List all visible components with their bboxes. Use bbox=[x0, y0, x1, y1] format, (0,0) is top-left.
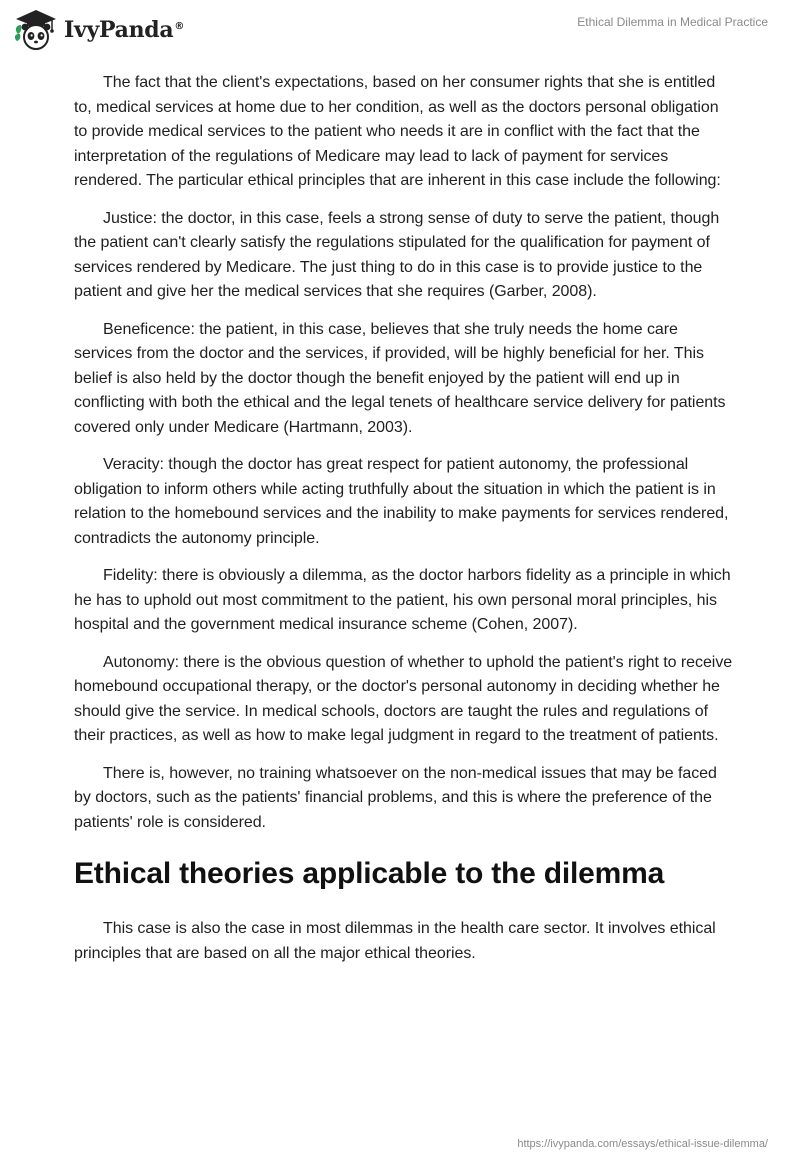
ivypanda-logo[interactable] bbox=[14, 8, 184, 52]
registered-mark: ® bbox=[174, 20, 185, 32]
paragraph-training: There is, however, no training whatsoever on the non-medical issues that may be faced by doctors, such as the patients' financial problems, and this is where the preference of the patients' role is considered. bbox=[74, 764, 717, 831]
paragraph-justice: Justice: the doctor, in this case, feels a strong sense of duty to serve the patient, though the patient can't clearly satisfy the regulations stipulated for the qualification for payment of services rendered by Medicare. The just thing to do in this case is to provide justice to the patient and give her the medical services that she requires (Garber, 2008). bbox=[74, 209, 720, 300]
page-header bbox=[0, 0, 800, 70]
paragraph-autonomy: Autonomy: there is the obvious question of whether to uphold the patient's right to receive homebound occupational therapy, or the doctor's personal autonomy in deciding whether he should give the service. In medical schools, doctors are taught the rules and regulations of their practices, as well as how to make legal judgment in regard to the treatment of patients. bbox=[74, 653, 733, 744]
paragraph-theories: This case is also the case in most dilemmas in the health care sector. It involves ethical principles that are based on all the major ethical theories. bbox=[74, 920, 716, 962]
brand-name: IvyPanda® bbox=[64, 17, 185, 43]
paragraph-intro: The fact that the client's expectations, based on her consumer rights that she is entitled to, medical services at home due to her condition, as well as the doctors personal obligation to provide medical services to the patient who needs it are in conflict with the fact that the interpretation of the regulations of Medicare may lead to lack of payment for services rendered. The particular ethical principles that are inherent in this case include the following: bbox=[74, 74, 721, 189]
essay-content bbox=[74, 71, 734, 979]
paragraph-fidelity: Fidelity: there is obviously a dilemma, as the doctor harbors fidelity as a principle in which he has to uphold out most commitment to the patient, his own personal moral principles, his hospital and the government medical insurance scheme (Cohen, 2007). bbox=[74, 567, 731, 633]
paragraph-beneficence: Beneficence: the patient, in this case, believes that she truly needs the home care services from the doctor and the services, if provided, will be highly beneficial for her. This belief is also held by the doctor though the benefit enjoyed by the patient will end up in conflicting with both the ethical and the legal tenets of healthcare service delivery for patients covered only under Medicare (Hartmann, 2003). bbox=[74, 320, 726, 436]
panda-graduate-icon bbox=[14, 8, 58, 52]
paragraph-veracity: Veracity: though the doctor has great respect for patient autonomy, the professional obligation to inform others while acting truthfully about the situation in which the patient is in relation to the homebound services and the inability to make payments for services rendered, contradicts the autonomy principle. bbox=[74, 456, 729, 547]
running-title: Ethical Dilemma in Medical Practice bbox=[577, 15, 768, 29]
section-heading: Ethical theories applicable to the dilemma bbox=[74, 857, 665, 890]
source-url[interactable]: https://ivypanda.com/essays/ethical-issue-dilemma/ bbox=[517, 1138, 768, 1150]
